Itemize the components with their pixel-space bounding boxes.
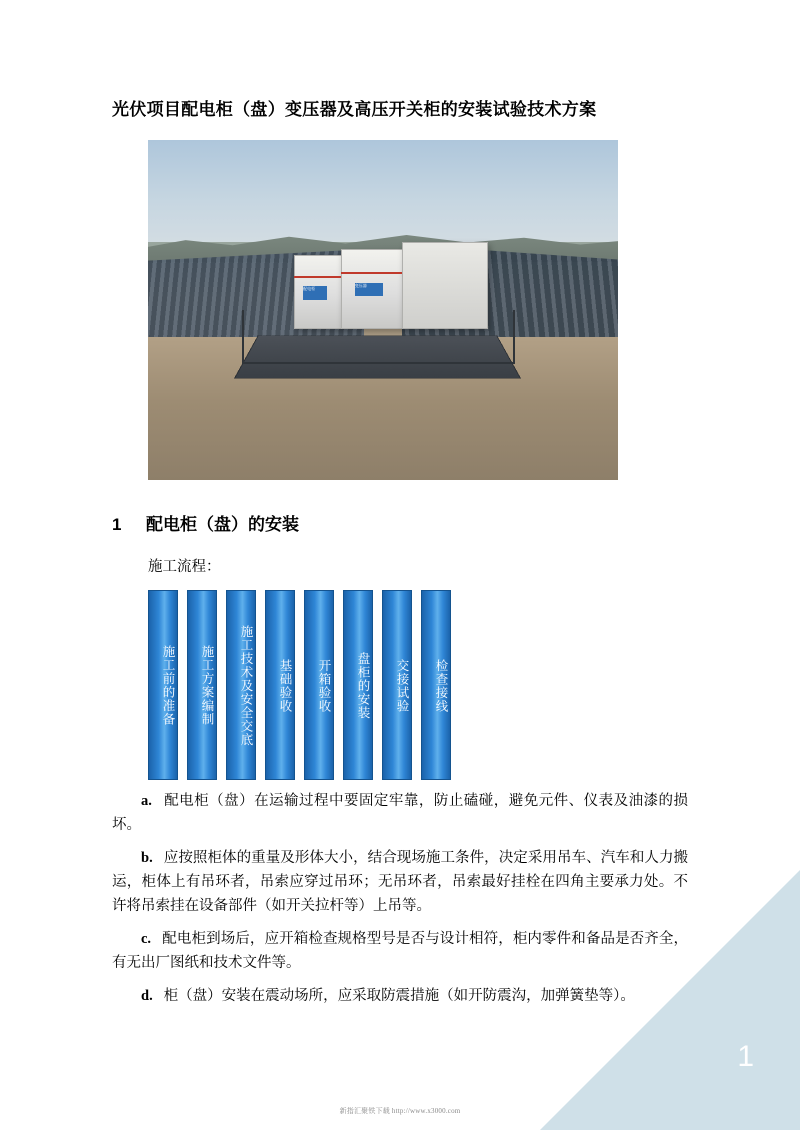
flow-chart	[148, 590, 688, 780]
page-title: 光伏项目配电柜（盘）变压器及高压开关柜的安装试验技术方案	[112, 100, 597, 119]
photo-cabinet-stripe-1	[294, 276, 341, 278]
page-number: 1	[737, 1040, 754, 1073]
flow-step: 开箱验收	[304, 590, 334, 780]
flow-step: 施工前的准备	[148, 590, 178, 780]
list-item-text: 配电柜（盘）在运输过程中要固定牢靠，防止磕碰，避免元件、仪表及油漆的损坏。	[112, 792, 689, 833]
photo-cabinet-label-1: 配电柜	[303, 286, 327, 300]
flow-step: 检查接线	[421, 590, 451, 780]
flow-step: 施工技术及安全交底	[226, 590, 256, 780]
photo-cabinet-stripe-2	[341, 272, 402, 274]
list-item-marker: c.	[141, 931, 152, 948]
list-item	[112, 927, 688, 975]
list-item-text: 应按照柜体的重量及形体大小，结合现场施工条件，决定采用吊车、汽车和人力搬运，柜体上有吊环者，吊索应穿过吊环；无吊环者，吊索最好挂栓在四角主要承力处。不许将吊索挂在设备部件（如开关拉杆等）上吊等。	[112, 849, 689, 915]
list-item-text: 配电柜到场后，应开箱检查规格型号是否与设计相符，柜内零件和备品是否齐全，有无出厂图纸和技术文件等。	[112, 931, 689, 972]
flow-step: 基础验收	[265, 590, 295, 780]
list-item-marker: a.	[141, 792, 152, 809]
photo-cabinet-label-2: 变压器	[355, 283, 383, 297]
photo-sky	[148, 140, 618, 242]
list-item	[112, 984, 688, 1008]
photo-guardrail	[242, 310, 515, 364]
flow-step: 盘柜的安装	[343, 590, 373, 780]
section-heading	[112, 510, 688, 535]
flow-lead-text: 施工流程：	[148, 558, 221, 575]
flow-step: 施工方案编制	[187, 590, 217, 780]
list-item-marker: d.	[141, 988, 153, 1005]
flow-step: 交接试验	[382, 590, 412, 780]
hero-image-container	[148, 140, 618, 480]
list-item-text: 柜（盘）安装在震动场所，应采取防震措施（如开防震沟，加弹簧垫等）。	[163, 988, 635, 1005]
section-title: 配电柜（盘）的安装	[146, 514, 299, 534]
footer-watermark: 新指汇聚铁下载 http://www.x3000.com	[339, 1107, 461, 1115]
list-item-marker: b.	[141, 849, 153, 866]
list-item	[112, 789, 688, 837]
hero-photo	[148, 140, 618, 480]
list-item	[112, 846, 688, 918]
section-number: 1	[112, 514, 122, 534]
